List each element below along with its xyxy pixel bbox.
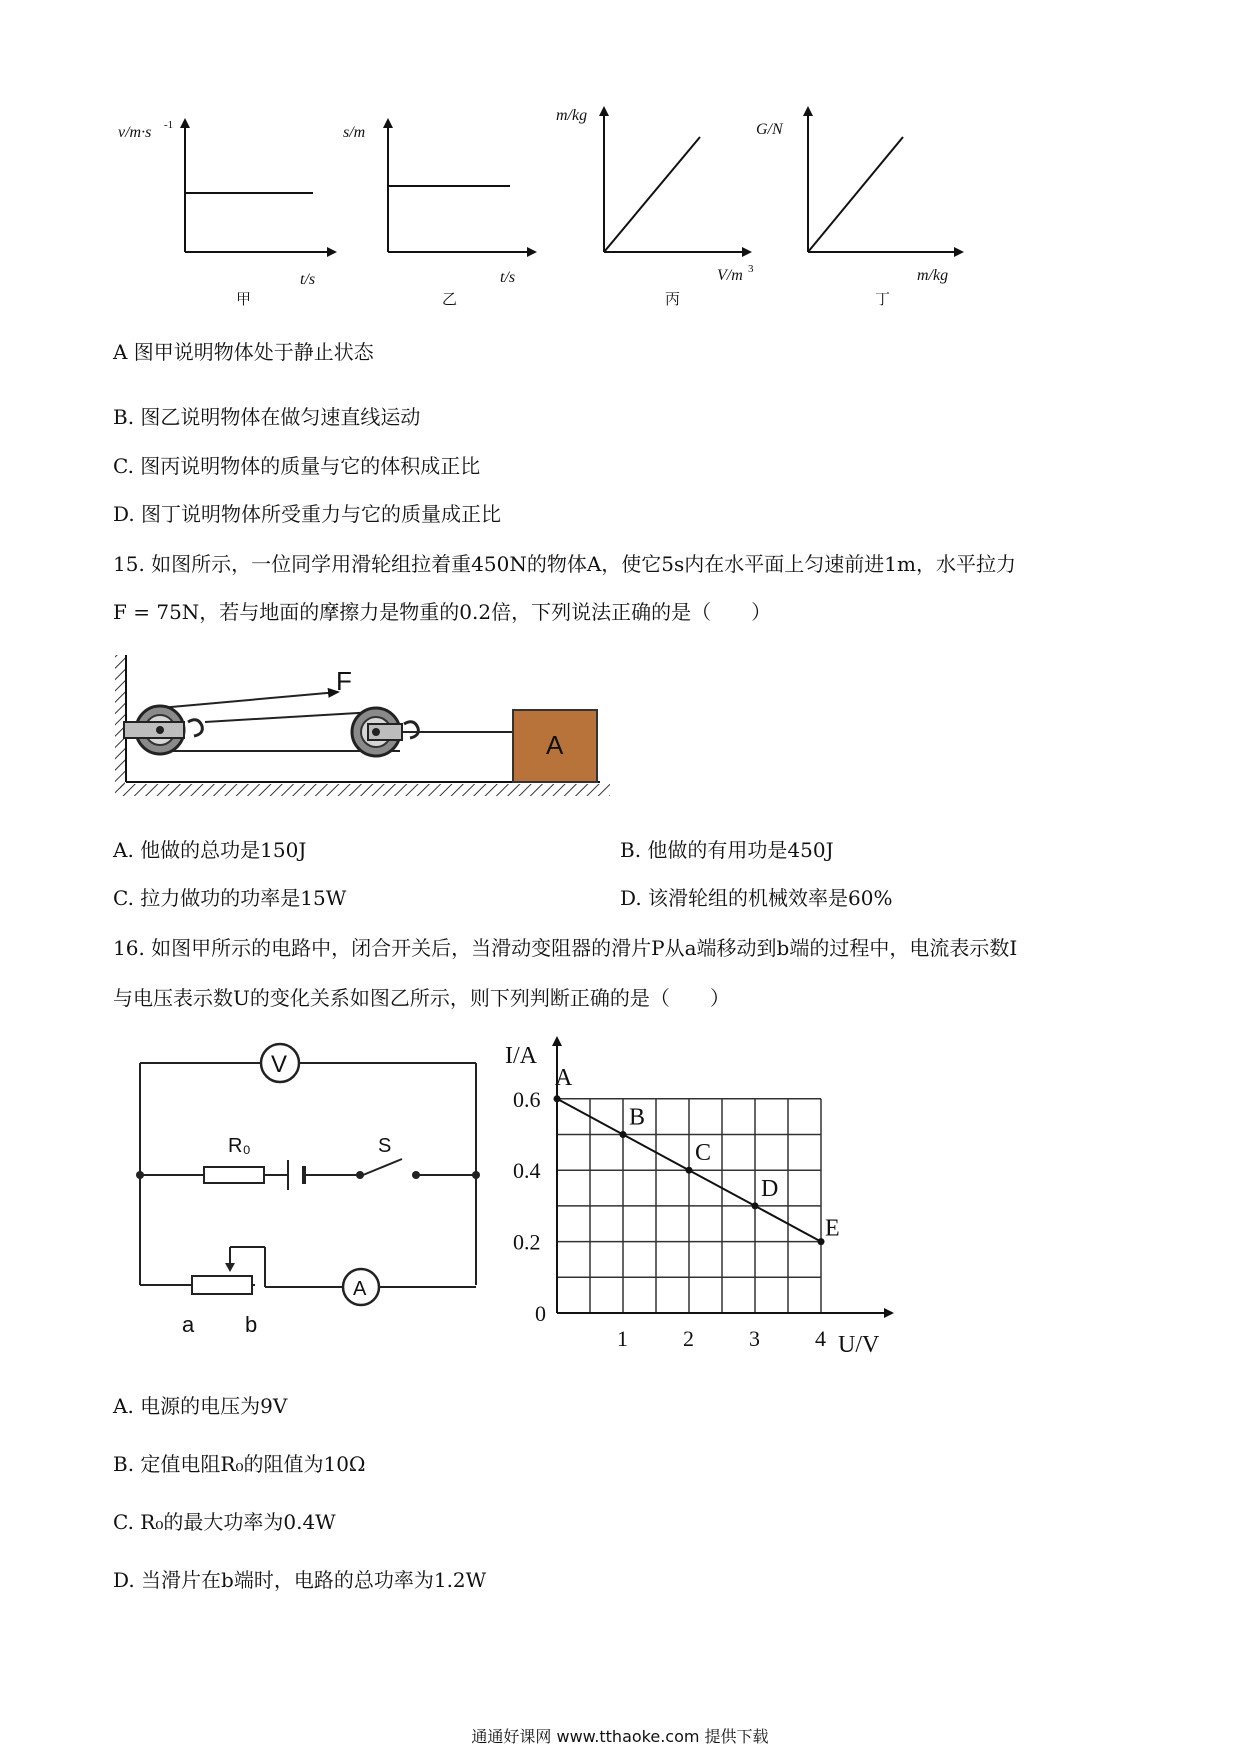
graph-jia (118, 119, 335, 308)
point-label-b: B (629, 1104, 646, 1131)
graph-jia-xlabel: t/s (300, 271, 316, 288)
point-label-a: A (555, 1064, 573, 1091)
q16-option-a: A. 电源的电压为9V (113, 1394, 288, 1418)
chart-xlabel: U/V (838, 1332, 880, 1358)
force-label: F (336, 666, 352, 696)
graph-ding (756, 108, 962, 308)
chart-grid (557, 1099, 821, 1313)
q14-option-d: D. 图丁说明物体所受重力与它的质量成正比 (113, 502, 502, 526)
point-label-c: C (695, 1140, 712, 1167)
force-rope (160, 692, 338, 708)
x-tick-label: 4 (815, 1326, 826, 1351)
graph-ding-xlabel: m/kg (917, 267, 949, 284)
svg-text:A: A (353, 1278, 367, 1300)
graph-jia-ylabel: v/m·s (118, 124, 152, 141)
end-b-label: b (245, 1312, 258, 1337)
iu-chart (500, 1030, 900, 1360)
q16-option-c: C. R₀的最大功率为0.4W (113, 1510, 336, 1534)
pulley-diagram (110, 650, 610, 810)
circuit-diagram (120, 1040, 500, 1340)
x-tick-label: 1 (617, 1326, 628, 1351)
data-point-c (686, 1167, 693, 1174)
graph-bing (556, 107, 754, 308)
y-tick-label: 0.4 (513, 1158, 541, 1184)
data-point-b (620, 1131, 627, 1138)
q15-option-c: C. 拉力做功的功率是15W (113, 886, 347, 910)
graph-yi (343, 120, 535, 308)
resistor-r0 (204, 1167, 264, 1183)
graph-yi-caption: 乙 (442, 292, 458, 308)
data-point-a (554, 1095, 561, 1102)
graph-ding-ylabel: G/N (756, 121, 783, 138)
floor (120, 784, 610, 796)
q15-option-a: A. 他做的总功是150J (113, 838, 307, 862)
x-tick-label: 0 (535, 1301, 546, 1326)
graph-yi-xlabel: t/s (500, 269, 516, 286)
x-tick-label: 2 (683, 1326, 694, 1351)
q16-stem-line1: 16. 如图甲所示的电路中，闭合开关后，当滑动变阻器的滑片P从a端移动到b端的过程中，电流表示数I (113, 936, 1018, 960)
q14-option-a: A 图甲说明物体处于静止状态 (113, 340, 374, 364)
graph-jia-caption: 甲 (236, 292, 252, 308)
switch-label: S (378, 1135, 392, 1157)
q14-graphs (0, 0, 1240, 320)
graph-bing-xsup: 3 (748, 263, 754, 275)
data-point-d (752, 1202, 759, 1209)
graph-ding-caption: 丁 (875, 292, 891, 308)
q15-stem-line1: 15. 如图所示，一位同学用滑轮组拉着重450N的物体A，使它5s内在水平面上匀速前进1m，水平拉力 (113, 552, 1016, 576)
y-tick-label: 0.2 (513, 1229, 541, 1255)
page-footer: 通通好课网 www.tthaoke.com 提供下载 (471, 1727, 769, 1746)
svg-text:V: V (271, 1051, 288, 1078)
graph-bing-line (604, 137, 700, 252)
q15-option-d: D. 该滑轮组的机械效率是60% (620, 886, 893, 910)
rheostat (192, 1276, 252, 1294)
block-a-label: A (546, 730, 564, 760)
graph-yi-ylabel: s/m (343, 124, 366, 141)
x-tick-label: 3 (749, 1326, 760, 1351)
r0-label: R₀ (228, 1135, 251, 1157)
q14-option-c: C. 图丙说明物体的质量与它的体积成正比 (113, 454, 481, 478)
point-label-e: E (825, 1215, 840, 1242)
point-label-d: D (761, 1175, 779, 1202)
q15-option-b: B. 他做的有用功是450J (620, 838, 834, 862)
end-a-label: a (182, 1312, 195, 1337)
graph-ding-line (808, 137, 903, 252)
q16-option-d: D. 当滑片在b端时，电路的总功率为1.2W (113, 1568, 487, 1592)
graph-bing-xlabel: V/m (717, 267, 743, 284)
chart-ylabel: I/A (505, 1043, 537, 1069)
q14-option-b: B. 图乙说明物体在做匀速直线运动 (113, 405, 421, 429)
fixed-pulley (124, 706, 202, 754)
q16-option-b: B. 定值电阻R₀的阻值为10Ω (113, 1452, 366, 1476)
graph-jia-ysup: -1 (164, 119, 174, 131)
q15-stem-line2: F = 75N，若与地面的摩擦力是物重的0.2倍，下列说法正确的是（ ） (113, 600, 772, 624)
data-point-e (818, 1238, 825, 1245)
graph-bing-caption: 丙 (665, 292, 681, 308)
q16-stem-line2: 与电压表示数U的变化关系如图乙所示，则下列判断正确的是（ ） (113, 986, 730, 1010)
y-tick-label: 0.6 (513, 1086, 541, 1112)
switch-contact (356, 1171, 364, 1179)
graph-bing-ylabel: m/kg (556, 107, 588, 124)
